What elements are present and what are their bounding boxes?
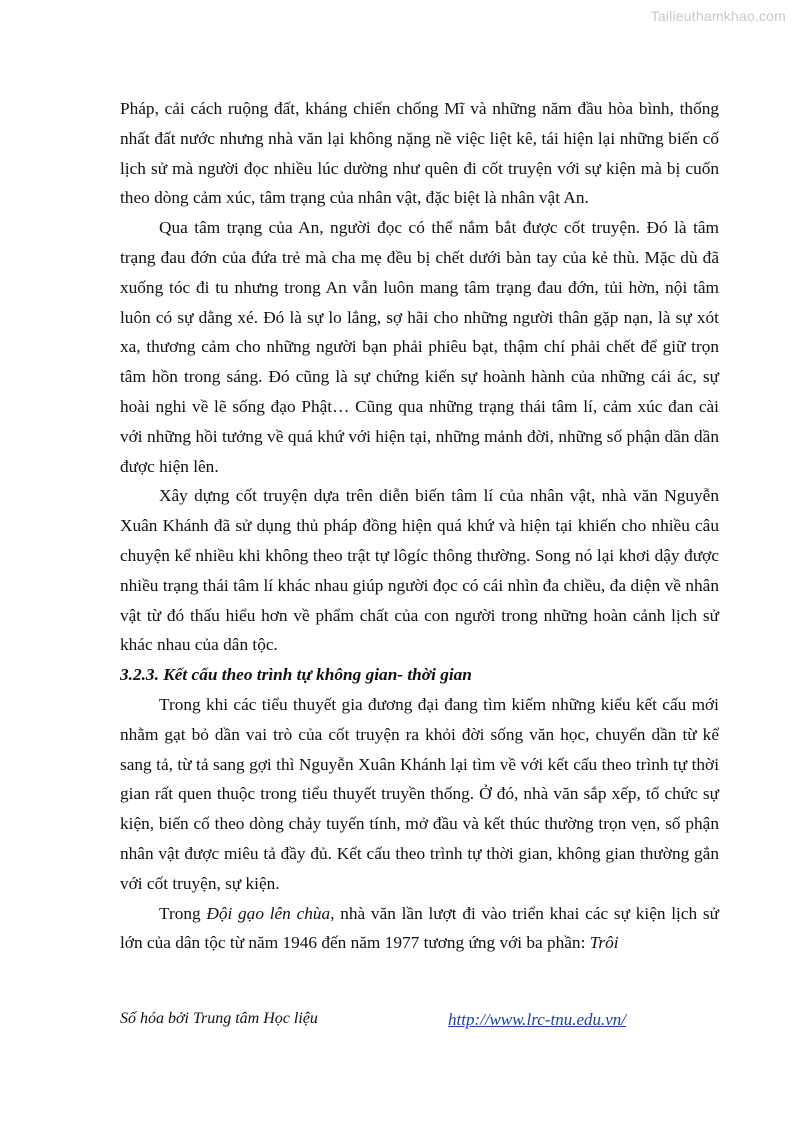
- paragraph-4: Trong khi các tiểu thuyết gia đương đại đang tìm kiếm những kiểu kết cấu mới nhằm gạt bỏ dần vai trò của cốt truyện ra khỏi đời sống văn học, chuyển dần từ kể sang tả, từ tả sang gợi thì Nguyễn Xuân Khánh lại tìm về với kết cấu theo trình tự thời gian rất quen thuộc trong tiểu thuyết truyền thống. Ở đó, nhà văn sắp xếp, tổ chức sự kiện, biến cố theo dòng chảy tuyến tính, mở đầu và kết thúc thường trọn vẹn, số phận nhân vật được miêu tả đầy đủ. Kết cấu theo trình tự thời gian, không gian thường gắn với cốt truyện, sự kiện.: [120, 694, 719, 893]
- paragraph-1: Pháp, cải cách ruộng đất, kháng chiến chống Mĩ và những năm đầu hòa bình, thống nhất đất nước nhưng nhà văn lại không nặng nề việc liệt kê, tái hiện lại những biến cố lịch sử mà người đọc nhiều lúc dường như quên đi cốt truyện với sự kiện mà bị cuốn theo dòng cảm xúc, tâm trạng của nhân vật, đặc biệt là nhân vật An.: [120, 99, 719, 208]
- page-body: [120, 94, 719, 958]
- section-heading: 3.2.3. Kết cấu theo trình tự không gian- thời gian: [120, 665, 472, 685]
- footer-link[interactable]: http://www.lrc-tnu.edu.vn/: [448, 1010, 627, 1029]
- paragraph-5-start: Trong: [159, 903, 207, 923]
- book-title: Đội gạo lên chùa: [206, 903, 331, 923]
- paragraph-3: Xây dựng cốt truyện dựa trên diễn biến tâm lí của nhân vật, nhà văn Nguyễn Xuân Khánh đã sử dụng thủ pháp đồng hiện quá khứ và hiện tại khiến cho nhiều câu chuyện kể nhiều khi không theo trật tự lôgíc thông thường. Song nó lại khơi dậy được nhiều trạng thái tâm lí khác nhau giúp người đọc có cái nhìn đa chiều, đa diện về nhân vật từ đó thấu hiểu hơn về phẩm chất của con người trong những hoàn cảnh lịch sử khác nhau của dân tộc.: [120, 486, 719, 655]
- watermark: Tailieuthamkhao.com: [650, 8, 786, 24]
- paragraph-5-end: Trôi: [589, 933, 619, 953]
- paragraph-5-middle: , nhà văn lần lượt đi vào triển khai các sự kiện lịch sử lớn của dân tộc từ năm 1946 đến năm 1977 tương ứng với ba phần:: [120, 903, 719, 953]
- paragraph-5: [120, 899, 719, 959]
- paragraph-2: Qua tâm trạng của An, người đọc có thể nắm bắt được cốt truyện. Đó là tâm trạng đau đớn của đứa trẻ mà cha mẹ đều bị chết dưới bàn tay của kẻ thù. Mặc dù đã xuống tóc đi tu nhưng trong An vẫn luôn mang tâm trạng đau đớn, tủi hờn, nội tâm luôn có sự dằng xé. Đó là sự lo lắng, sợ hãi cho những người thân gặp nạn, là sự xót xa, thương cảm cho những người bạn phải phiêu bạt, thậm chí phải chết để giữ trọn tâm hồn trong sáng. Đó cũng là sự chứng kiến sự hoành hành của những cái ác, sự hoài nghi về lẽ sống đạo Phật… Cũng qua những trạng thái tâm lí, cảm xúc đan cài với những hồi tưởng về quá khứ với hiện tại, những mảnh đời, những số phận dần dần được hiện lên.: [120, 218, 719, 476]
- footer-credit: Số hóa bởi Trung tâm Học liệu: [120, 1010, 318, 1027]
